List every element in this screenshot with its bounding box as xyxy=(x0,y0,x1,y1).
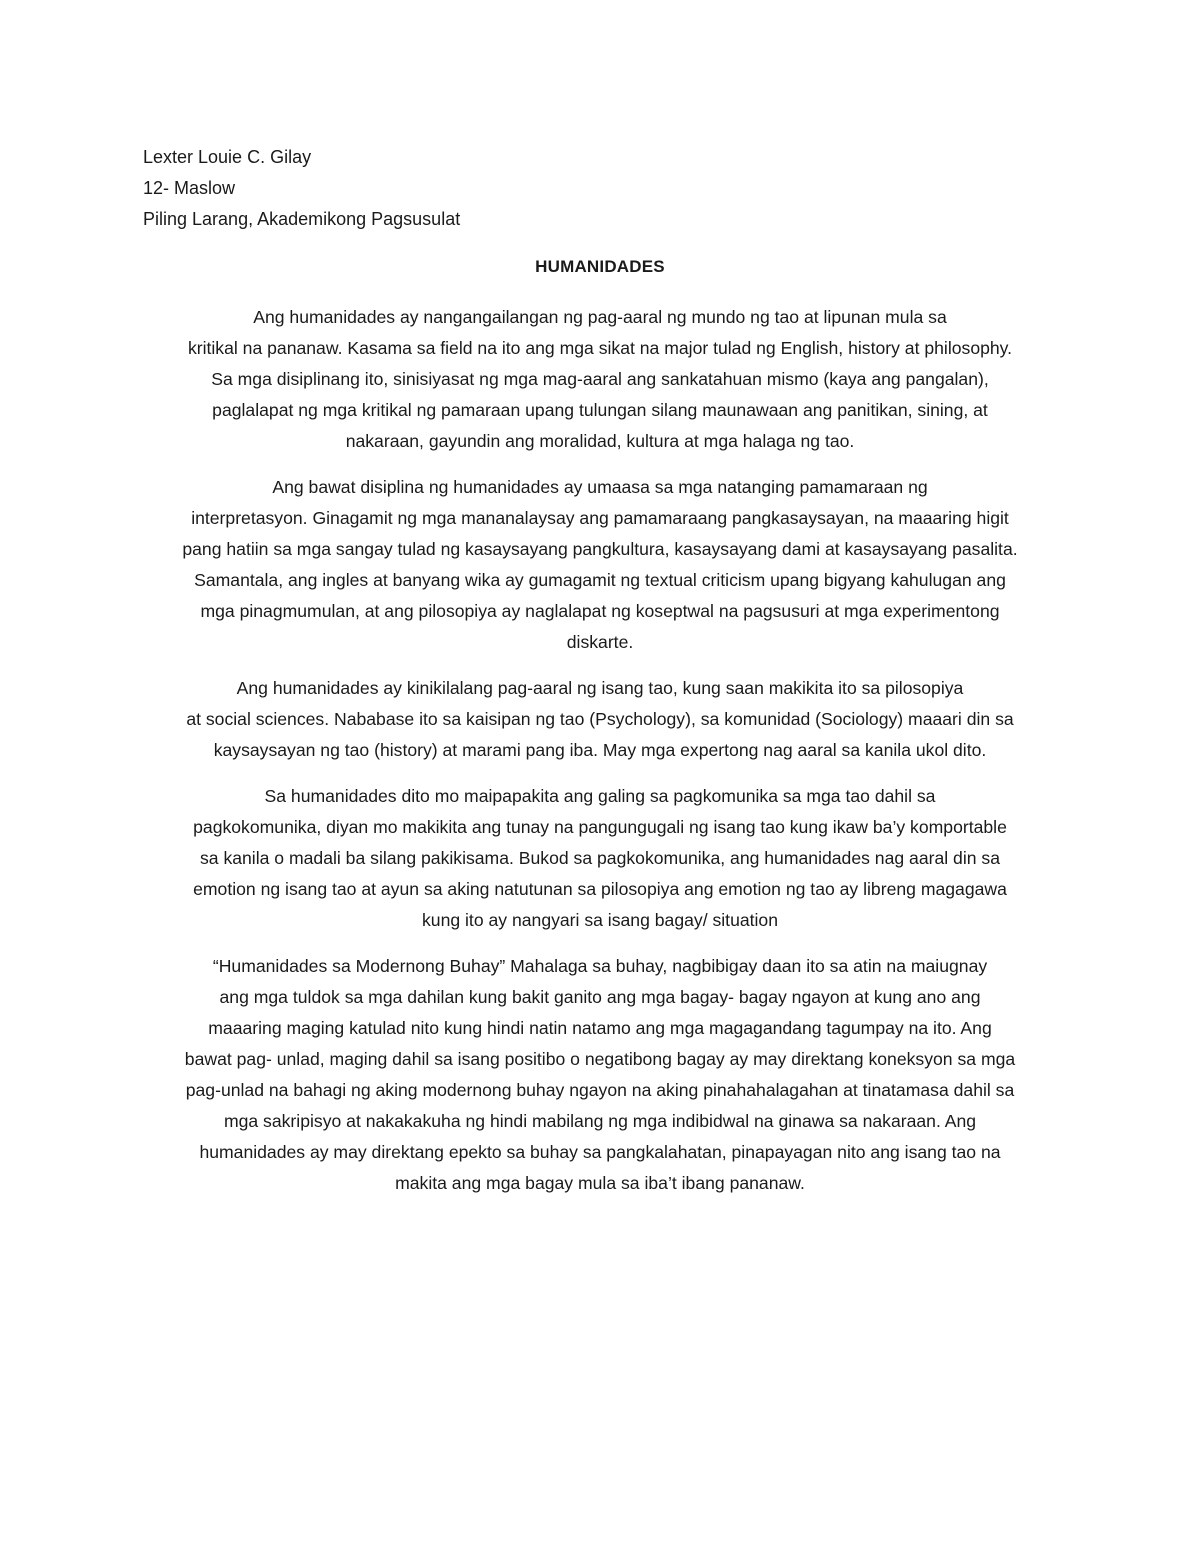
paragraph-line: pag-unlad na bahagi ng aking modernong buhay ngayon na aking pinahahalagahan at tinatamasa dahil sa xyxy=(185,1080,1015,1100)
paragraph-line: “Humanidades sa Modernong Buhay” Mahalaga sa buhay, nagbibigay daan ito sa atin na maiugnay xyxy=(212,956,988,976)
paragraph-line: ang mga tuldok sa mga dahilan kung bakit ganito ang mga bagay- bagay ngayon at kung ano ang xyxy=(219,987,981,1007)
paragraph-line: nakaraan, gayundin ang moralidad, kultura at mga halaga ng tao. xyxy=(345,431,855,451)
paragraph-line: kaysaysayan ng tao (history) at marami pang iba. May mga expertong nag aaral sa kanila ukol dito. xyxy=(213,740,987,760)
paragraph-line: pang hatiin sa mga sangay tulad ng kasaysayang pangkultura, kasaysayang dami at kasaysayang pasalita. xyxy=(182,539,1018,559)
paragraph-5 xyxy=(140,951,1060,1199)
paragraph-3 xyxy=(140,673,1060,766)
paragraph-line: kritikal na pananaw. Kasama sa field na ito ang mga sikat na major tulad ng English, history at philosophy. xyxy=(187,338,1013,358)
paragraph-line: maaaring maging katulad nito kung hindi natin natamo ang mga magagandang tagumpay na ito. Ang xyxy=(208,1018,992,1038)
paragraph-line: sa kanila o madali ba silang pakikisama. Bukod sa pagkokomunika, ang humanidades nag aaral din sa xyxy=(199,848,1001,868)
paragraph-line: makita ang mga bagay mula sa iba’t ibang pananaw. xyxy=(395,1173,805,1193)
paragraph-line: kung ito ay nangyari sa isang bagay/ situation xyxy=(421,910,779,930)
paragraph-4 xyxy=(140,781,1060,936)
paragraph-line: humanidades ay may direktang epekto sa buhay sa pangkalahatan, pinapayagan nito ang isang tao na xyxy=(199,1142,1001,1162)
paragraph-line: interpretasyon. Ginagamit ng mga mananalaysay ang pamamaraang pangkasaysayan, na maaaring higit xyxy=(191,508,1009,528)
paragraph-line: at social sciences. Nababase ito sa kaisipan ng tao (Psychology), sa komunidad (Sociology) maaari din sa xyxy=(186,709,1014,729)
document-body xyxy=(140,302,1060,1214)
paragraph-line: Ang humanidades ay nangangailangan ng pag-aaral ng mundo ng tao at lipunan mula sa xyxy=(253,307,947,327)
paragraph-line: pagkokomunika, diyan mo makikita ang tunay na pangungugali ng isang tao kung ikaw ba’y komportable xyxy=(193,817,1007,837)
paragraph-line: Ang humanidades ay kinikilalang pag-aaral ng isang tao, kung saan makikita ito sa pilosopiya xyxy=(236,678,964,698)
paragraph-line: paglalapat ng mga kritikal ng pamaraan upang tulungan silang maunawaan ang panitikan, sining, at xyxy=(212,400,988,420)
paragraph-2 xyxy=(140,472,1060,658)
paragraph-line: Sa mga disiplinang ito, sinisiyasat ng mga mag-aaral ang sankatahuan mismo (kaya ang pangalan), xyxy=(211,369,989,389)
paragraph-line: Ang bawat disiplina ng humanidades ay umaasa sa mga natanging pamamaraan ng xyxy=(272,477,928,497)
paragraph-line: bawat pag- unlad, maging dahil sa isang positibo o negatibong bagay ay may direktang koneksyon sa mga xyxy=(184,1049,1016,1069)
paragraph-line: mga pinagmumulan, at ang pilosopiya ay naglalapat ng koseptwal na pagsusuri at mga experimentong xyxy=(200,601,1000,621)
grade-section: 12- Maslow xyxy=(143,178,236,198)
paragraph-1 xyxy=(140,302,1060,457)
document-header xyxy=(143,142,460,235)
author-name: Lexter Louie C. Gilay xyxy=(143,147,312,167)
course-name: Piling Larang, Akademikong Pagsusulat xyxy=(143,209,461,229)
paragraph-line: Samantala, ang ingles at banyang wika ay gumagamit ng textual criticism upang bigyang kahulugan ang xyxy=(194,570,1006,590)
paragraph-line: Sa humanidades dito mo maipapakita ang galing sa pagkomunika sa mga tao dahil sa xyxy=(264,786,936,806)
document-title: HUMANIDADES xyxy=(535,257,665,276)
paragraph-line: emotion ng isang tao at ayun sa aking natutunan sa pilosopiya ang emotion ng tao ay libreng magagawa xyxy=(193,879,1007,899)
paragraph-line: mga sakripisyo at nakakakuha ng hindi mabilang ng mga indibidwal na ginawa sa nakaraan. Ang xyxy=(223,1111,977,1131)
paragraph-line: diskarte. xyxy=(566,632,634,652)
